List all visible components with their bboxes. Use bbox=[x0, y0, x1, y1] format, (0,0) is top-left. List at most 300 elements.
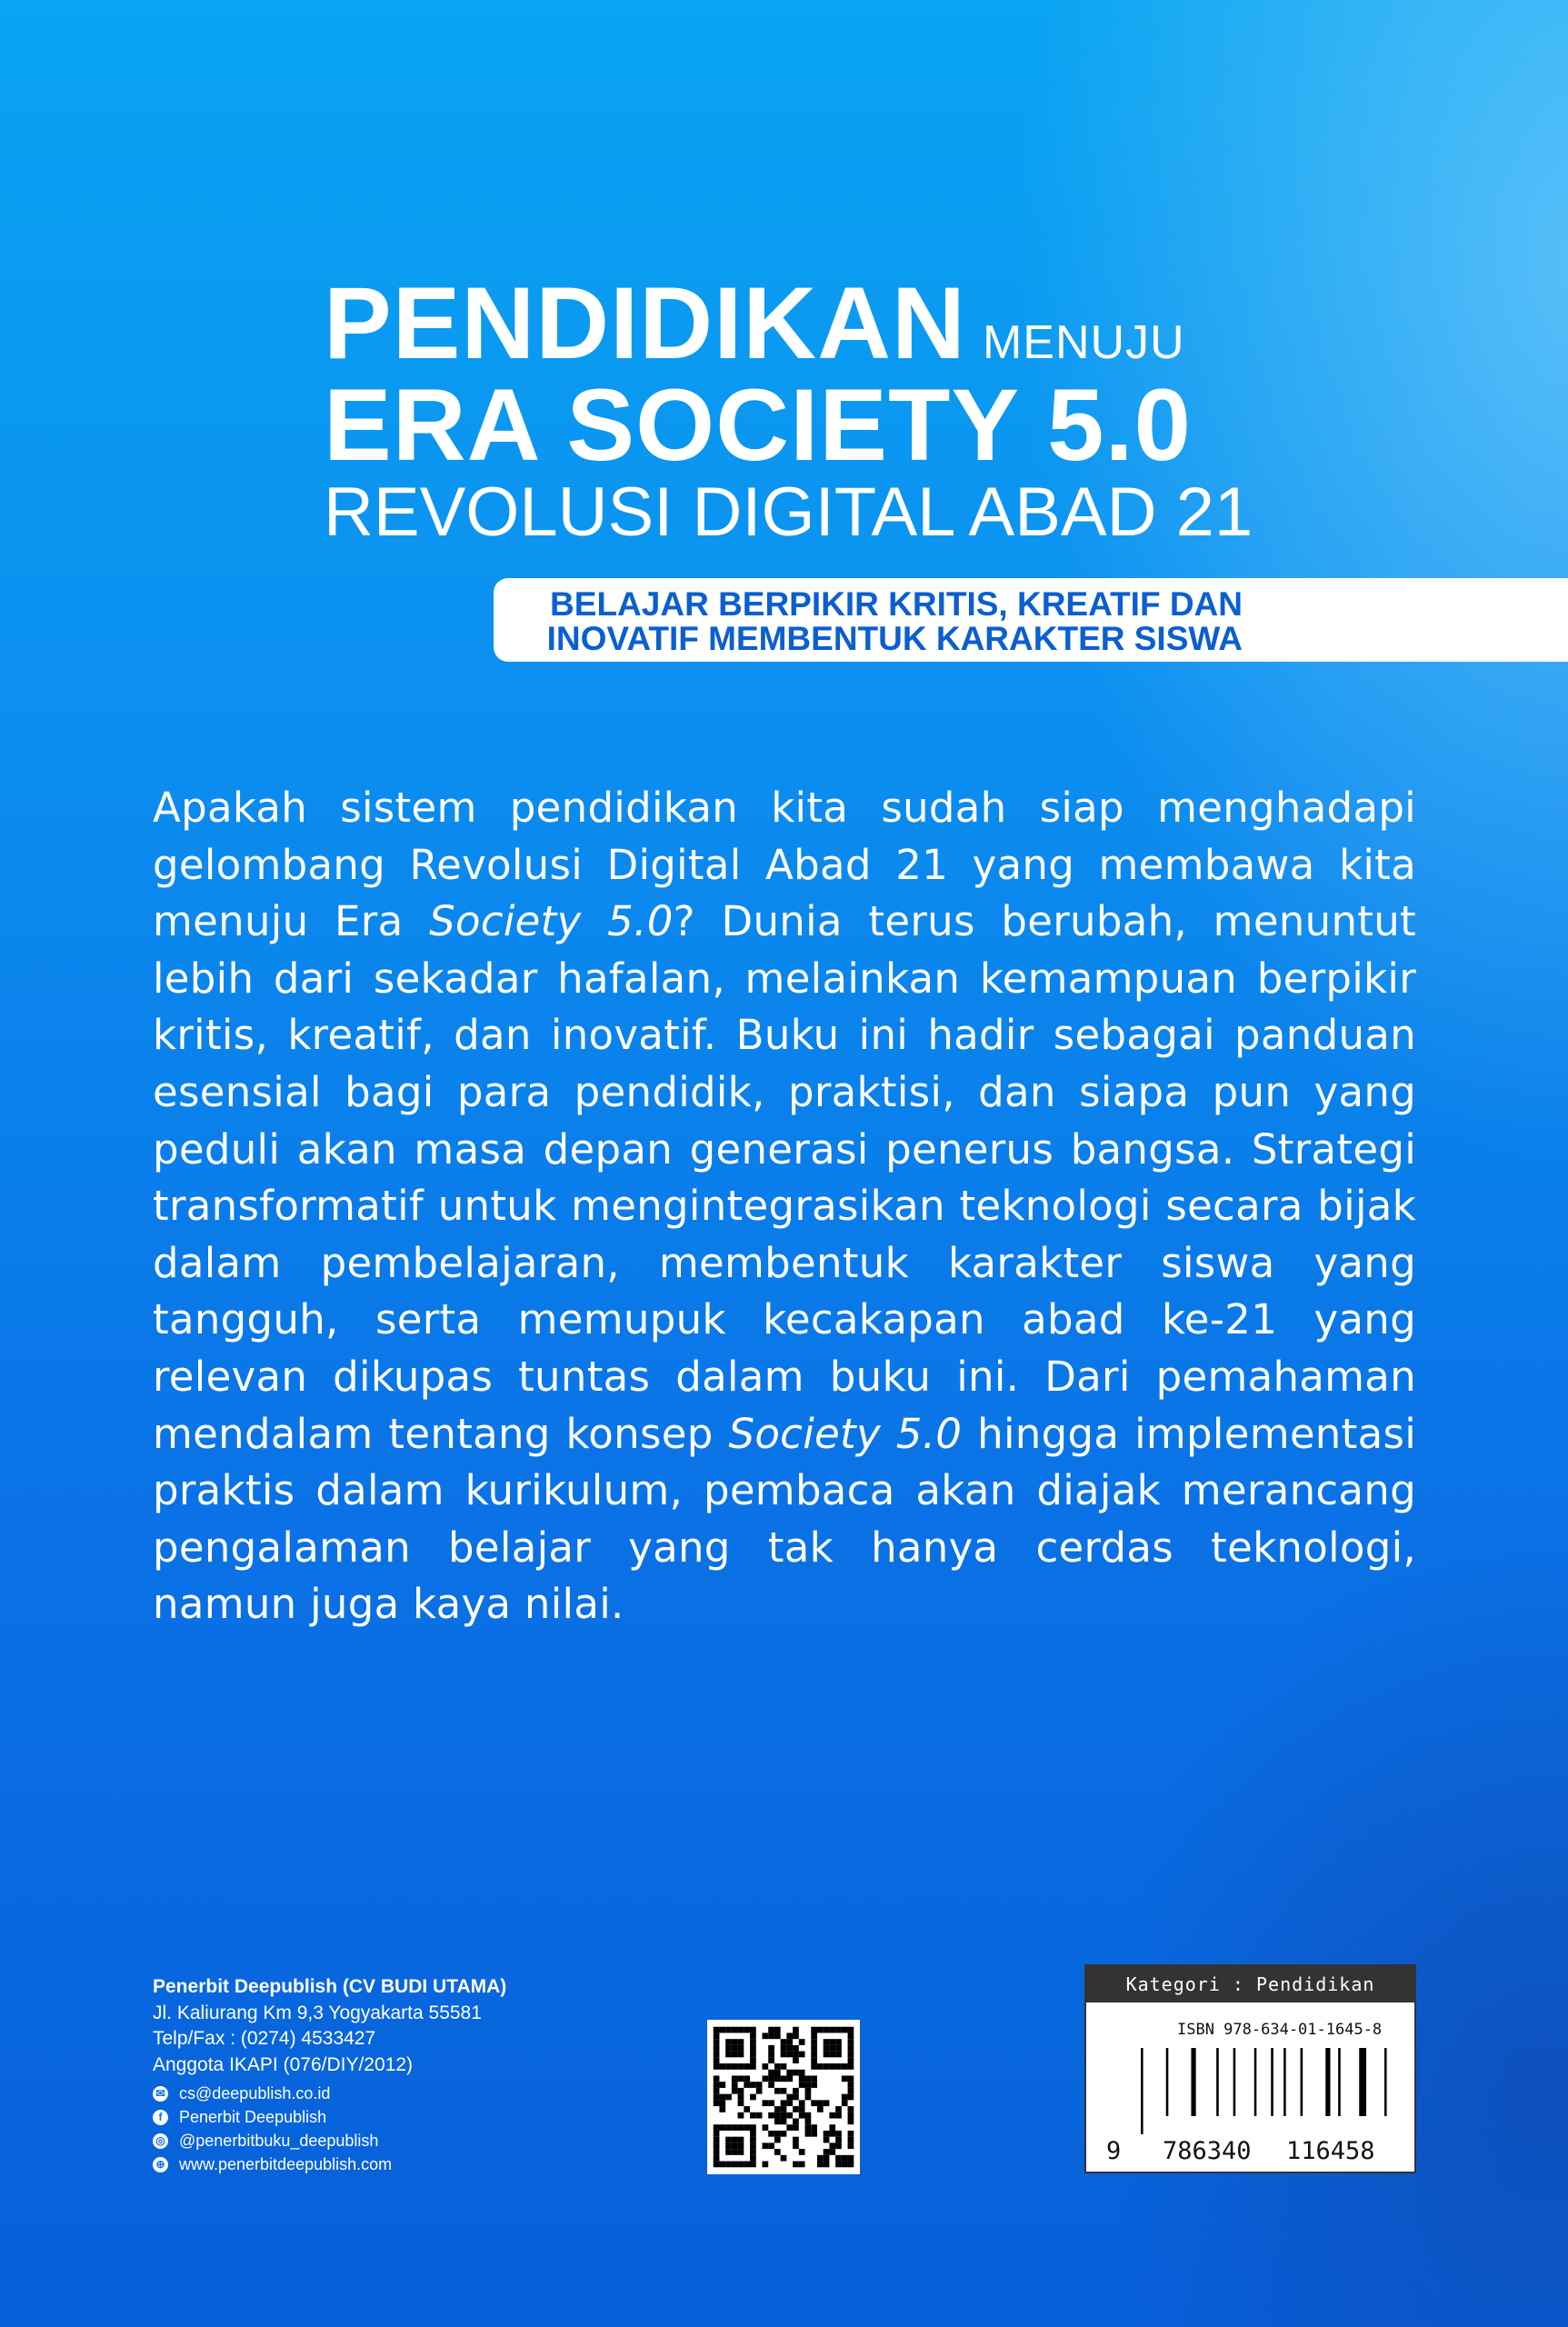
qr-module bbox=[714, 2032, 720, 2039]
qr-module bbox=[714, 2100, 720, 2106]
qr-module bbox=[768, 2075, 774, 2082]
qr-module bbox=[799, 2112, 805, 2119]
qr-module bbox=[719, 2027, 725, 2033]
qr-module bbox=[842, 2075, 848, 2082]
qr-module bbox=[774, 2075, 781, 2082]
qr-module bbox=[725, 2149, 732, 2155]
qr-module bbox=[762, 2063, 768, 2070]
qr-module bbox=[774, 2119, 781, 2125]
barcode-digit-first: 9 bbox=[1106, 2137, 1122, 2165]
qr-module bbox=[732, 2149, 738, 2155]
qr-module bbox=[824, 2039, 830, 2045]
qr-module bbox=[732, 2052, 738, 2058]
qr-module bbox=[848, 2057, 854, 2063]
qr-module bbox=[848, 2112, 854, 2119]
qr-module bbox=[793, 2162, 799, 2168]
qr-module bbox=[786, 2100, 793, 2106]
qr-module bbox=[793, 2124, 799, 2131]
qr-module bbox=[799, 2149, 805, 2155]
qr-module bbox=[829, 2027, 835, 2033]
qr-module bbox=[811, 2063, 817, 2070]
qr-module bbox=[805, 2082, 812, 2088]
barcode-bar bbox=[1166, 2048, 1169, 2116]
qr-module bbox=[829, 2149, 835, 2155]
qr-module bbox=[774, 2032, 781, 2039]
qr-module bbox=[725, 2094, 732, 2101]
qr-module bbox=[738, 2142, 744, 2149]
qr-module bbox=[835, 2162, 842, 2168]
qr-module bbox=[744, 2162, 750, 2168]
qr-module bbox=[774, 2070, 781, 2076]
qr-module bbox=[824, 2131, 830, 2137]
qr-module bbox=[714, 2094, 720, 2101]
qr-module bbox=[824, 2063, 830, 2070]
qr-module bbox=[750, 2057, 756, 2063]
contact-facebook bbox=[153, 2105, 392, 2129]
qr-module bbox=[848, 2039, 854, 2045]
qr-module bbox=[824, 2162, 830, 2168]
title-menuju: MENUJU bbox=[982, 316, 1185, 369]
barcode-box bbox=[1084, 1964, 1416, 2173]
qr-module bbox=[811, 2052, 817, 2058]
contact-text: cs@deepublish.co.id bbox=[179, 2084, 331, 2102]
qr-module bbox=[714, 2155, 720, 2162]
qr-module bbox=[829, 2142, 835, 2149]
qr-module bbox=[774, 2112, 781, 2119]
qr-module bbox=[835, 2112, 842, 2119]
barcode-bar bbox=[1338, 2048, 1341, 2116]
qr-module bbox=[719, 2100, 725, 2106]
qr-module bbox=[786, 2032, 793, 2039]
barcode-group-2: 116458 bbox=[1286, 2137, 1375, 2165]
publisher-phone: Telp/Fax : (0274) 4533427 bbox=[153, 2028, 376, 2049]
qr-module bbox=[719, 2162, 725, 2168]
qr-module bbox=[835, 2142, 842, 2149]
qr-module bbox=[786, 2124, 793, 2131]
qr-module bbox=[793, 2094, 799, 2101]
barcode-group-1: 786340 bbox=[1163, 2137, 1252, 2165]
qr-module bbox=[714, 2131, 720, 2137]
qr-module bbox=[732, 2027, 738, 2033]
barcode-bar bbox=[1254, 2048, 1257, 2116]
qr-module bbox=[738, 2137, 744, 2143]
qr-module bbox=[732, 2039, 738, 2045]
qr-module bbox=[811, 2124, 817, 2131]
qr-module bbox=[817, 2027, 824, 2033]
qr-module bbox=[824, 2045, 830, 2052]
qr-module bbox=[835, 2106, 842, 2112]
qr-module bbox=[793, 2045, 799, 2052]
qr-module bbox=[824, 2155, 830, 2162]
qr-module bbox=[732, 2124, 738, 2131]
contact-text: www.penerbitdeepublish.com bbox=[179, 2155, 393, 2173]
qr-module bbox=[714, 2088, 720, 2094]
qr-module bbox=[732, 2088, 738, 2094]
qr-module bbox=[744, 2063, 750, 2070]
qr-module bbox=[786, 2112, 793, 2119]
qr-module bbox=[805, 2094, 812, 2101]
qr-module bbox=[714, 2124, 720, 2131]
publisher-name: Penerbit Deepublish (CV BUDI UTAMA) bbox=[153, 1976, 507, 1997]
qr-module bbox=[738, 2052, 744, 2058]
contact-website bbox=[153, 2152, 392, 2176]
qr-module bbox=[725, 2162, 732, 2168]
qr-module bbox=[774, 2088, 781, 2094]
qr-module bbox=[750, 2149, 756, 2155]
qr-module bbox=[793, 2057, 799, 2063]
qr-module bbox=[811, 2039, 817, 2045]
qr-module bbox=[725, 2063, 732, 2070]
qr-module bbox=[829, 2063, 835, 2070]
qr-module bbox=[786, 2075, 793, 2082]
qr-module bbox=[768, 2052, 774, 2058]
qr-module bbox=[762, 2032, 768, 2039]
qr-module bbox=[744, 2027, 750, 2033]
qr-module bbox=[829, 2045, 835, 2052]
qr-module bbox=[811, 2075, 817, 2082]
qr-module bbox=[835, 2027, 842, 2033]
qr-module bbox=[750, 2032, 756, 2039]
email-icon: ✉ bbox=[153, 2086, 168, 2102]
qr-module bbox=[835, 2155, 842, 2162]
qr-module bbox=[817, 2063, 824, 2070]
qr-module bbox=[842, 2155, 848, 2162]
qr-module bbox=[714, 2162, 720, 2168]
title-line-3: REVOLUSI DIGITAL ABAD 21 bbox=[324, 474, 1253, 551]
qr-module bbox=[732, 2142, 738, 2149]
qr-module bbox=[805, 2131, 812, 2137]
qr-module bbox=[714, 2142, 720, 2149]
qr-module bbox=[750, 2063, 756, 2070]
qr-module bbox=[793, 2119, 799, 2125]
qr-module bbox=[738, 2088, 744, 2094]
qr-module bbox=[848, 2162, 854, 2168]
qr-module bbox=[714, 2137, 720, 2143]
qr-module bbox=[738, 2100, 744, 2106]
qr-module bbox=[714, 2039, 720, 2045]
qr-module bbox=[799, 2052, 805, 2058]
qr-module bbox=[719, 2082, 725, 2088]
qr-module bbox=[768, 2027, 774, 2033]
qr-module bbox=[848, 2088, 854, 2094]
qr-module bbox=[835, 2045, 842, 2052]
qr-module bbox=[848, 2052, 854, 2058]
qr-module bbox=[786, 2039, 793, 2045]
qr-module bbox=[774, 2137, 781, 2143]
qr-module bbox=[848, 2027, 854, 2033]
qr-module bbox=[744, 2075, 750, 2082]
qr-module bbox=[781, 2112, 787, 2119]
qr-module bbox=[738, 2045, 744, 2052]
qr-module bbox=[768, 2082, 774, 2088]
qr-module bbox=[750, 2052, 756, 2058]
blurb-text: hingga implementasi praktis dalam kurikulum, pembaca akan diajak merancang pengalaman belajar yang tak hanya cerdas teknologi, namun juga kaya nilai. bbox=[153, 1409, 1416, 1629]
subtitle-banner bbox=[494, 578, 1568, 662]
qr-module bbox=[774, 2106, 781, 2112]
qr-module bbox=[824, 2149, 830, 2155]
qr-module bbox=[811, 2082, 817, 2088]
qr-module bbox=[714, 2027, 720, 2033]
qr-module bbox=[750, 2027, 756, 2033]
qr-module bbox=[732, 2082, 738, 2088]
blurb-italic: Society 5.0 bbox=[429, 897, 674, 946]
qr-module bbox=[725, 2027, 732, 2033]
qr-module bbox=[805, 2119, 812, 2125]
qr-module bbox=[805, 2075, 812, 2082]
qr-module bbox=[756, 2088, 763, 2094]
publisher-contacts bbox=[153, 2082, 392, 2176]
qr-module bbox=[848, 2131, 854, 2137]
qr-module bbox=[811, 2057, 817, 2063]
qr-module bbox=[750, 2045, 756, 2052]
publisher-address: Jl. Kaliurang Km 9,3 Yogyakarta 55581 bbox=[153, 2002, 482, 2023]
isbn-text: ISBN 978-634-01-1645-8 bbox=[1177, 2021, 1383, 2039]
qr-module bbox=[781, 2063, 787, 2070]
qr-module bbox=[781, 2131, 787, 2137]
barcode-bar bbox=[1359, 2048, 1366, 2116]
qr-module bbox=[768, 2100, 774, 2106]
qr-module bbox=[799, 2075, 805, 2082]
qr-module bbox=[762, 2162, 768, 2168]
qr-module bbox=[732, 2137, 738, 2143]
barcode-bar bbox=[1233, 2048, 1236, 2116]
qr-module bbox=[811, 2032, 817, 2039]
qr-module bbox=[762, 2124, 768, 2131]
qr-module bbox=[762, 2075, 768, 2082]
qr-module bbox=[738, 2039, 744, 2045]
qr-module bbox=[848, 2045, 854, 2052]
qr-module bbox=[848, 2094, 854, 2101]
qr-module bbox=[793, 2032, 799, 2039]
barcode-bar bbox=[1325, 2048, 1330, 2116]
qr-module bbox=[848, 2082, 854, 2088]
qr-module bbox=[835, 2052, 842, 2058]
qr-module bbox=[793, 2027, 799, 2033]
qr-module bbox=[768, 2112, 774, 2119]
qr-module bbox=[835, 2131, 842, 2137]
qr-module bbox=[750, 2082, 756, 2088]
barcode bbox=[1141, 2048, 1395, 2139]
qr-module bbox=[750, 2039, 756, 2045]
qr-module bbox=[738, 2075, 744, 2082]
subtitle-line-2: INOVATIF MEMBENTUK KARAKTER SISWA bbox=[546, 620, 1243, 657]
barcode-bar bbox=[1141, 2048, 1144, 2134]
qr-module bbox=[824, 2100, 830, 2106]
qr-module bbox=[817, 2106, 824, 2112]
qr-module bbox=[793, 2070, 799, 2076]
qr-module bbox=[774, 2131, 781, 2137]
qr-module bbox=[817, 2162, 824, 2168]
qr-module bbox=[744, 2124, 750, 2131]
qr-module bbox=[738, 2094, 744, 2101]
facebook-icon: f bbox=[153, 2110, 168, 2125]
qr-module bbox=[781, 2100, 787, 2106]
qr-module bbox=[848, 2032, 854, 2039]
qr-module bbox=[786, 2094, 793, 2101]
qr-module bbox=[744, 2106, 750, 2112]
contact-instagram bbox=[153, 2129, 392, 2152]
qr-module bbox=[805, 2112, 812, 2119]
blurb-text: Apakah sistem pendidikan kita sudah siap menghadapi gelombang Revolusi Digital Abad 21 yang membawa kita menuju Era bbox=[153, 784, 1416, 946]
qr-module bbox=[750, 2137, 756, 2143]
qr-module bbox=[799, 2162, 805, 2168]
qr-module bbox=[744, 2082, 750, 2088]
title-line-1 bbox=[324, 266, 1185, 380]
qr-module bbox=[786, 2045, 793, 2052]
qr-module bbox=[811, 2045, 817, 2052]
category-label: Kategori : Pendidikan bbox=[1086, 1966, 1414, 2002]
qr-module bbox=[829, 2112, 835, 2119]
qr-module bbox=[719, 2063, 725, 2070]
qr-module bbox=[781, 2106, 787, 2112]
qr-module bbox=[714, 2045, 720, 2052]
qr-module bbox=[781, 2088, 787, 2094]
qr-module bbox=[781, 2075, 787, 2082]
qr-module bbox=[824, 2137, 830, 2143]
qr-module bbox=[781, 2119, 787, 2125]
qr-module bbox=[835, 2063, 842, 2070]
qr-module bbox=[750, 2162, 756, 2168]
qr-module bbox=[793, 2088, 799, 2094]
qr-module bbox=[848, 2119, 854, 2125]
publisher-info bbox=[153, 1974, 506, 2078]
qr-module bbox=[768, 2057, 774, 2063]
qr-module bbox=[714, 2149, 720, 2155]
blurb bbox=[153, 780, 1416, 1633]
qr-module bbox=[835, 2039, 842, 2045]
qr-module bbox=[817, 2155, 824, 2162]
globe-icon: ⊕ bbox=[153, 2157, 168, 2172]
qr-module bbox=[714, 2057, 720, 2063]
qr-module bbox=[842, 2162, 848, 2168]
qr-module bbox=[793, 2142, 799, 2149]
qr-module bbox=[781, 2039, 787, 2045]
blurb-italic: Society 5.0 bbox=[728, 1409, 963, 1458]
qr-module bbox=[714, 2052, 720, 2058]
contact-email bbox=[153, 2082, 392, 2105]
barcode-digits bbox=[1106, 2137, 1397, 2165]
qr-module bbox=[725, 2045, 732, 2052]
qr-module bbox=[829, 2124, 835, 2131]
qr-module bbox=[714, 2082, 720, 2088]
qr-module bbox=[824, 2052, 830, 2058]
qr-module bbox=[738, 2063, 744, 2070]
qr-module bbox=[799, 2039, 805, 2045]
qr-module bbox=[725, 2137, 732, 2143]
qr-module bbox=[768, 2045, 774, 2052]
qr-module bbox=[781, 2045, 787, 2052]
qr-module bbox=[799, 2082, 805, 2088]
qr-module bbox=[848, 2106, 854, 2112]
qr-module bbox=[738, 2162, 744, 2168]
qr-module bbox=[811, 2100, 817, 2106]
qr-module bbox=[842, 2100, 848, 2106]
qr-module bbox=[829, 2052, 835, 2058]
qr-module bbox=[829, 2131, 835, 2137]
qr-module bbox=[732, 2162, 738, 2168]
qr-module bbox=[768, 2032, 774, 2039]
qr-module bbox=[824, 2027, 830, 2033]
qr-module bbox=[750, 2112, 756, 2119]
qr-module bbox=[750, 2124, 756, 2131]
qr-code bbox=[707, 2020, 860, 2174]
qr-module bbox=[714, 2063, 720, 2070]
qr-module bbox=[848, 2137, 854, 2143]
qr-module bbox=[799, 2106, 805, 2112]
title-line-2: ERA SOCIETY 5.0 bbox=[324, 368, 1192, 482]
contact-text: Penerbit Deepublish bbox=[179, 2108, 327, 2126]
barcode-bar bbox=[1384, 2048, 1387, 2116]
qr-module bbox=[799, 2100, 805, 2106]
qr-module bbox=[848, 2155, 854, 2162]
title-main: PENDIDIKAN bbox=[324, 266, 966, 380]
qr-module bbox=[835, 2137, 842, 2143]
qr-module bbox=[811, 2131, 817, 2137]
barcode-bar bbox=[1271, 2048, 1273, 2116]
qr-module bbox=[799, 2070, 805, 2076]
publisher-member: Anggota IKAPI (076/DIY/2012) bbox=[153, 2053, 414, 2075]
qr-module bbox=[738, 2149, 744, 2155]
qr-module bbox=[811, 2027, 817, 2033]
qr-module bbox=[829, 2039, 835, 2045]
qr-module bbox=[768, 2131, 774, 2137]
qr-module bbox=[719, 2106, 725, 2112]
qr-module bbox=[738, 2124, 744, 2131]
qr-module bbox=[848, 2075, 854, 2082]
qr-module bbox=[714, 2075, 720, 2082]
qr-module bbox=[842, 2094, 848, 2101]
contact-text: @penerbitbuku_deepublish bbox=[179, 2132, 379, 2150]
qr-module bbox=[848, 2142, 854, 2149]
qr-module bbox=[774, 2149, 781, 2155]
qr-module bbox=[793, 2052, 799, 2058]
qr-module bbox=[848, 2063, 854, 2070]
qr-module bbox=[732, 2063, 738, 2070]
qr-module bbox=[774, 2063, 781, 2070]
qr-module bbox=[725, 2052, 732, 2058]
barcode-bar bbox=[1301, 2048, 1303, 2116]
qr-module bbox=[732, 2075, 738, 2082]
qr-module bbox=[719, 2094, 725, 2101]
qr-module bbox=[750, 2094, 756, 2101]
barcode-bar bbox=[1283, 2048, 1286, 2116]
qr-module bbox=[805, 2088, 812, 2094]
qr-module bbox=[756, 2082, 763, 2088]
qr-module bbox=[781, 2155, 787, 2162]
qr-module bbox=[768, 2142, 774, 2149]
qr-module bbox=[781, 2052, 787, 2058]
qr-module bbox=[750, 2131, 756, 2137]
qr-module bbox=[762, 2100, 768, 2106]
qr-module bbox=[842, 2027, 848, 2033]
qr-module bbox=[786, 2052, 793, 2058]
qr-module bbox=[738, 2027, 744, 2033]
qr-module bbox=[774, 2027, 781, 2033]
qr-module bbox=[768, 2070, 774, 2076]
qr-module bbox=[793, 2137, 799, 2143]
qr-module bbox=[842, 2063, 848, 2070]
subtitle-line-1: BELAJAR BERPIKIR KRITIS, KREATIF DAN bbox=[550, 585, 1243, 623]
blurb-text: ? Dunia terus berubah, menuntut lebih dari sekadar hafalan, melainkan kemampuan berpikir kritis, kreatif, dan inovatif. Buku ini hadir sebagai panduan esensial bagi para pendidik, praktisi, dan siapa pun yang peduli akan masa depan generasi penerus bangsa. Strategi transformatif untuk mengintegrasikan teknologi secara bijak dalam pembelajaran, membentuk karakter siswa yang tangguh, serta memupuk kecakapan abad ke-21 yang relevan dikupas tuntas dalam buku ini. Dari pemahaman mendalam tentang konsep bbox=[153, 897, 1416, 1458]
qr-module bbox=[738, 2112, 744, 2119]
qr-module bbox=[750, 2142, 756, 2149]
qr-module bbox=[719, 2124, 725, 2131]
qr-module bbox=[756, 2112, 763, 2119]
qr-module bbox=[725, 2039, 732, 2045]
instagram-icon: ◎ bbox=[153, 2133, 168, 2149]
qr-module bbox=[725, 2124, 732, 2131]
qr-module bbox=[725, 2142, 732, 2149]
